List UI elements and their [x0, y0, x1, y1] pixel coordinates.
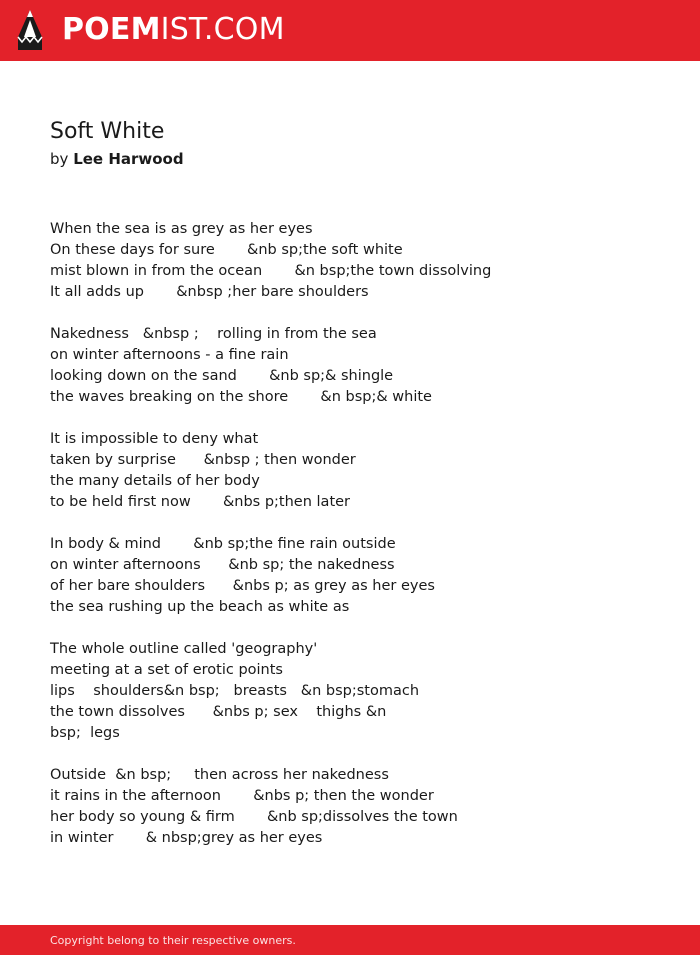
copyright-text: Copyright belong to their respective owners. [50, 934, 296, 947]
by-label: by [50, 150, 69, 168]
site-logo[interactable] [62, 12, 285, 48]
poem-line: the town dissolves &nbs p; sex thighs &n [50, 704, 387, 720]
poem-line: looking down on the sand &nb sp;& shingle [50, 368, 394, 384]
stanza [50, 219, 650, 303]
brand-bold-text: POEM [62, 12, 161, 47]
poem-title: Soft White [50, 119, 165, 144]
poem-line: the sea rushing up the beach as white as [50, 599, 350, 615]
poem-line: On these days for sure &nb sp;the soft white [50, 242, 403, 258]
poem-line: in winter & nbsp;grey as her eyes [50, 830, 323, 846]
poem-line: the waves breaking on the shore &n bsp;& white [50, 389, 432, 405]
stanza [50, 639, 650, 744]
poem-line: it rains in the afternoon &nbs p; then the wonder [50, 788, 434, 804]
poem-line: The whole outline called 'geography' [50, 641, 318, 657]
stanza [50, 534, 650, 618]
poem-body [50, 219, 650, 870]
poem-line: Nakedness &nbsp ; rolling in from the sea [50, 326, 377, 342]
poem-line: lips shoulders&n bsp; breasts &n bsp;stomach [50, 683, 420, 699]
author-name[interactable]: Lee Harwood [73, 150, 184, 168]
stanza [50, 429, 650, 513]
site-header [0, 0, 700, 61]
poem-line: It all adds up &nbsp ;her bare shoulders [50, 284, 369, 300]
poem-line: taken by surprise &nbsp ; then wonder [50, 452, 356, 468]
stanza [50, 765, 650, 849]
poem-line: on winter afternoons &nb sp; the nakedness [50, 557, 395, 573]
poem-line: When the sea is as grey as her eyes [50, 221, 313, 237]
poem-line: bsp; legs [50, 725, 120, 741]
poem-line: mist blown in from the ocean &n bsp;the town dissolving [50, 263, 492, 279]
stanza [50, 324, 650, 408]
poem-line: In body & mind &nb sp;the fine rain outside [50, 536, 396, 552]
poem-line: meeting at a set of erotic points [50, 662, 283, 678]
site-footer [0, 925, 700, 955]
poem-line: Outside &n bsp; then across her nakedness [50, 767, 389, 783]
brand-light-text: IST.COM [160, 12, 285, 47]
poem-line: It is impossible to deny what [50, 431, 259, 447]
poem-line: her body so young & firm &nb sp;dissolves the town [50, 809, 458, 825]
poem-line: of her bare shoulders &nbs p; as grey as her eyes [50, 578, 435, 594]
poem-line: the many details of her body [50, 473, 260, 489]
pencil-tip-icon[interactable] [17, 9, 43, 51]
byline [50, 149, 184, 169]
poem-line: to be held first now &nbs p;then later [50, 494, 351, 510]
poem-line: on winter afternoons - a fine rain [50, 347, 289, 363]
